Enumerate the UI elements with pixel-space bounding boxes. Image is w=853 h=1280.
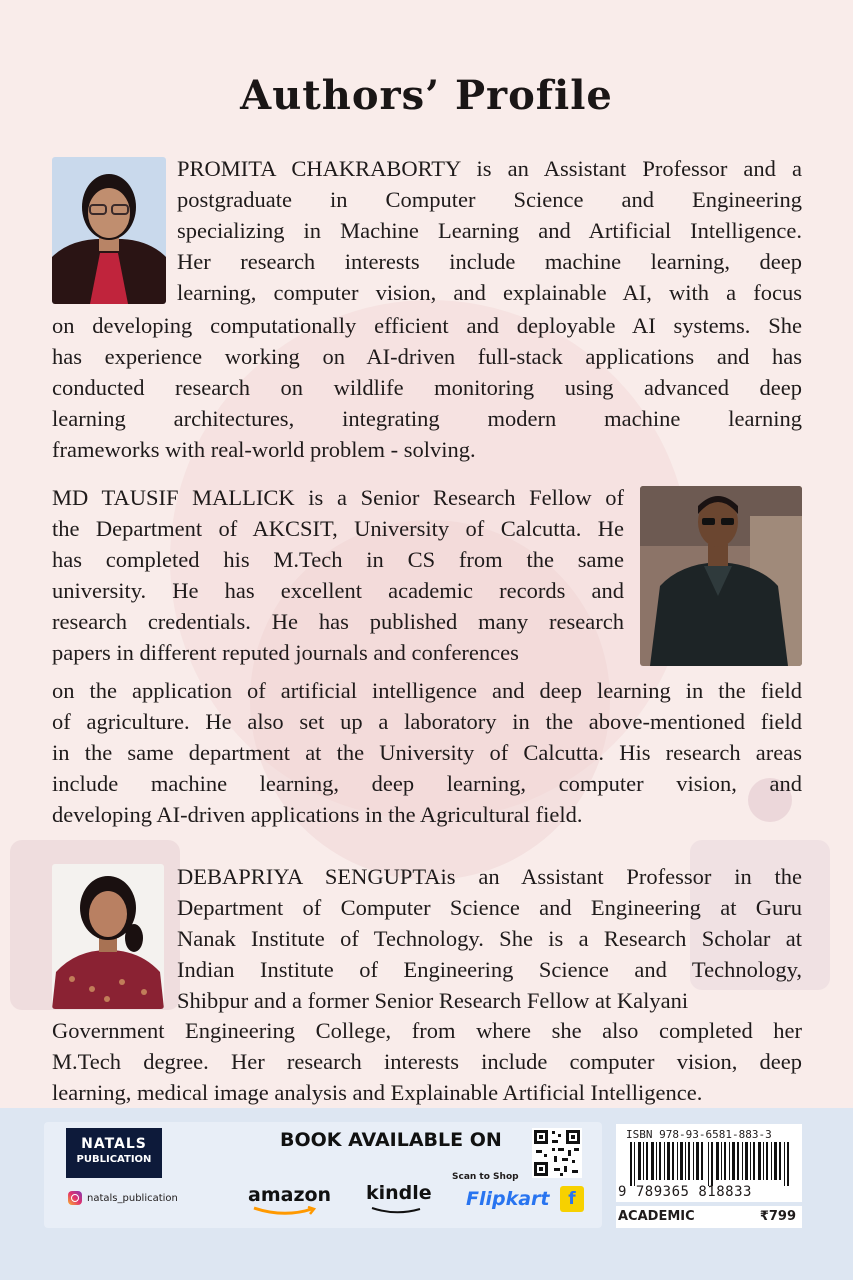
publisher-logo [66, 1128, 162, 1178]
qr-code-icon[interactable] [532, 1128, 582, 1178]
flipkart-logo[interactable]: Flipkart [466, 1188, 550, 1210]
barcode-number: 9 789365 818833 [618, 1184, 752, 1200]
kindle-smile-icon [368, 1206, 428, 1216]
category-price-strip [616, 1206, 802, 1228]
bio-line: the Department of AKCSIT, University of Calcutta. He [52, 516, 624, 541]
bio-line: Her research interests include machine learning, deep [177, 249, 802, 274]
bio-line: Shibpur and a former Senior Research Fellow at Kalyani [177, 988, 689, 1013]
bio-line: DEBAPRIYA SENGUPTAis an Assistant Professor in the [177, 864, 802, 889]
bio-line: include machine learning, deep learning, computer vision, and [52, 771, 802, 796]
author-bio-tausif-top [52, 482, 624, 668]
bio-line: M.Tech degree. Her research interests include computer vision, deep [52, 1049, 802, 1074]
author-bio-promita-bottom [52, 310, 802, 465]
category-label: ACADEMIC [618, 1209, 695, 1224]
bio-line: research credentials. He has published many research [52, 609, 624, 634]
isbn-text: ISBN 978-93-6581-883-3 [626, 1128, 772, 1141]
bio-line: Government Engineering College, from where she also completed her [52, 1018, 802, 1043]
bio-line: of agriculture. He also set up a laboratory in the above-mentioned field [52, 709, 802, 734]
publisher-name: NATALS [81, 1136, 147, 1152]
kindle-logo[interactable] [366, 1182, 432, 1204]
bio-line: Nanak Institute of Technology. She is a Research Scholar at [177, 926, 802, 951]
bio-line: learning, computer vision, and explainable AI, with a focus [177, 280, 802, 305]
bio-line: Department of Computer Science and Engineering at Guru [177, 895, 802, 920]
instagram-handle[interactable] [68, 1191, 178, 1205]
bio-line: postgraduate in Computer Science and Engineering [177, 187, 802, 212]
author-bio-promita-top [177, 153, 802, 308]
bio-line: developing AI-driven applications in the Agricultural field. [52, 802, 583, 827]
bio-line: in the same department at the University of Calcutta. His research areas [52, 740, 802, 765]
bio-line: has completed his M.Tech in CS from the same [52, 547, 624, 572]
bio-line: frameworks with real-world problem - solving. [52, 437, 476, 462]
bio-line: university. He has excellent academic records and [52, 578, 624, 603]
bio-line: learning architectures, integrating modern machine learning [52, 406, 802, 431]
amazon-text: amazon [248, 1184, 332, 1206]
bio-line: papers in different reputed journals and conferences [52, 640, 519, 665]
author-bio-debapriya-top [177, 861, 802, 1016]
book-available-heading: BOOK AVAILABLE ON [280, 1129, 502, 1151]
bio-line: specializing in Machine Learning and Artificial Intelligence. [177, 218, 802, 243]
author-bio-debapriya-bottom [52, 1015, 802, 1108]
bio-line: PROMITA CHAKRABORTY is an Assistant Professor and a [177, 156, 802, 181]
page-title: Authors’ Profile [240, 72, 613, 119]
author-photo-tausif [640, 486, 802, 666]
barcode-bars-icon [630, 1142, 798, 1186]
instagram-text: natals_publication [87, 1192, 178, 1204]
bio-line: on the application of artificial intelligence and deep learning in the field [52, 678, 802, 703]
author-photo-debapriya [52, 864, 164, 1009]
author-photo-promita [52, 157, 166, 304]
kindle-text: kindle [366, 1182, 432, 1204]
bio-line: MD TAUSIF MALLICK is a Senior Research Fellow of [52, 485, 624, 510]
price-label: ₹799 [759, 1209, 796, 1224]
publisher-sub: PUBLICATION [76, 1154, 152, 1165]
author-bio-tausif-bottom [52, 675, 802, 830]
bio-line: Indian Institute of Engineering Science and Technology, [177, 957, 802, 982]
bio-line: has experience working on AI-driven full-stack applications and has [52, 344, 802, 369]
availability-box [44, 1122, 602, 1228]
bio-line: conducted research on wildlife monitoring using advanced deep [52, 375, 802, 400]
bio-line: on developing computationally efficient and deployable AI systems. She [52, 313, 802, 338]
footer-band [44, 1122, 804, 1230]
amazon-smile-icon [252, 1206, 322, 1216]
bio-line: learning, medical image analysis and Explainable Artificial Intelligence. [52, 1080, 703, 1105]
isbn-barcode [616, 1124, 802, 1202]
scan-to-shop-label: Scan to Shop [452, 1172, 519, 1182]
instagram-icon [68, 1191, 82, 1205]
flipkart-bag-icon: f [560, 1186, 584, 1212]
amazon-logo[interactable] [248, 1184, 331, 1206]
